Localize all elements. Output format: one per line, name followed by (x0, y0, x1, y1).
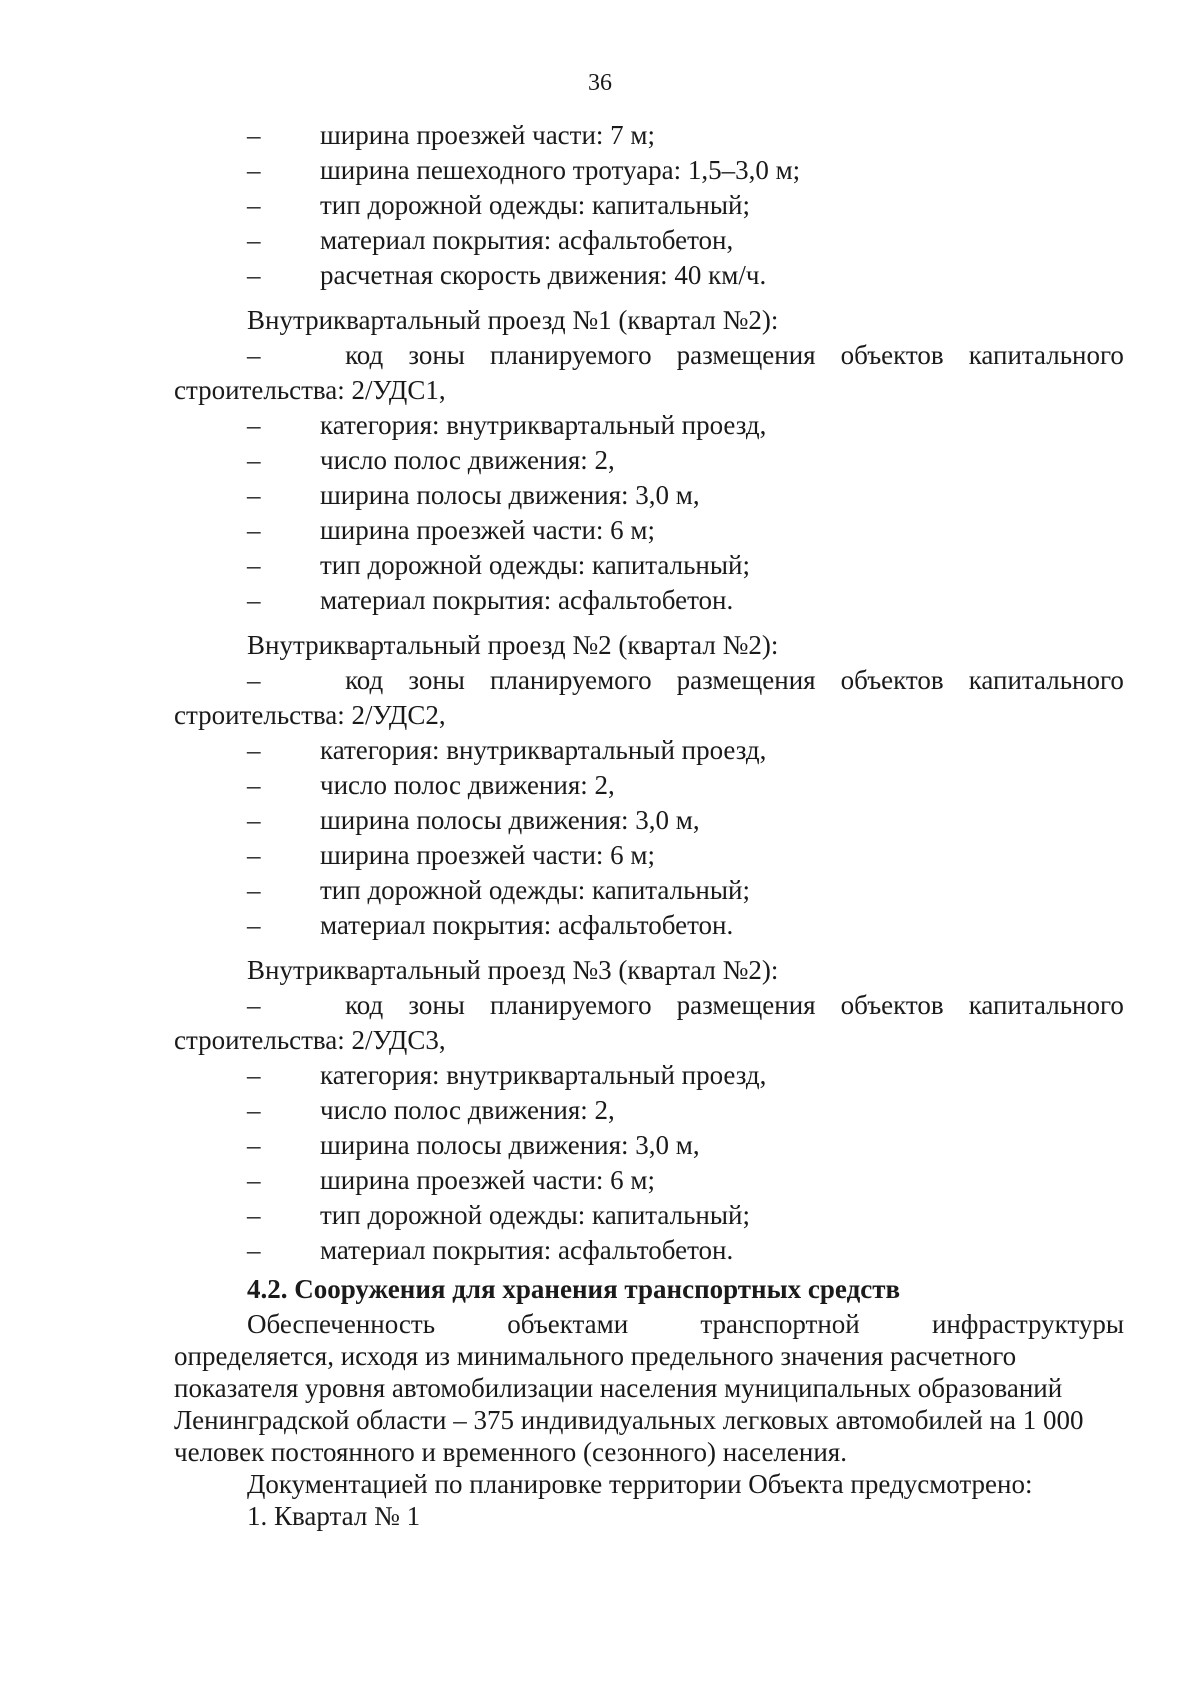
list-item (174, 548, 1124, 583)
proezd-2-section (174, 628, 1124, 943)
zone-word: код (345, 340, 384, 370)
list-item (174, 583, 1124, 618)
paragraph-line (174, 1308, 1124, 1340)
paragraph-line: показателя уровня автомобилизации населения муниципальных образований (174, 1373, 1063, 1403)
list-dash: – (247, 875, 261, 905)
list-dash: – (247, 990, 261, 1020)
list-item (174, 223, 1124, 258)
list-item-text: материал покрытия: асфальтобетон, (320, 225, 734, 255)
zone-word: объектов (840, 340, 944, 370)
list-item-text: ширина полосы движения: 3,0 м, (320, 480, 700, 510)
zone-word: планируемого (490, 990, 652, 1020)
list-item-text: материал покрытия: асфальтобетон. (320, 585, 734, 615)
list-item-text: тип дорожной одежды: капитальный; (320, 550, 750, 580)
list-item (174, 443, 1124, 478)
list-item-text: ширина проезжей части: 6 м; (320, 515, 656, 545)
list-item (174, 1163, 1124, 1198)
proezd-3-section (174, 953, 1124, 1268)
paragraph-line: Документацией по планировке территории Объекта предусмотрено: (247, 1469, 1033, 1499)
list-item (174, 803, 1124, 838)
paragraph-line: человек постоянного и временного (сезонного) населения. (174, 1437, 847, 1467)
list-dash: – (247, 550, 261, 580)
list-dash: – (247, 155, 261, 185)
list-item (174, 1198, 1124, 1233)
list-item-text: расчетная скорость движения: 40 км/ч. (320, 260, 767, 290)
list-item (174, 733, 1124, 768)
list-item (174, 478, 1124, 513)
list-item-text: ширина проезжей части: 7 м; (320, 120, 656, 150)
list-dash: – (247, 225, 261, 255)
zone-word: размещения (676, 990, 816, 1020)
section-4-2 (174, 1270, 1124, 1532)
paragraph-word: Обеспеченность (247, 1309, 436, 1339)
paragraph-word: инфраструктуры (931, 1309, 1124, 1339)
list-item-text: ширина пешеходного тротуара: 1,5–3,0 м; (320, 155, 801, 185)
list-item (174, 1128, 1124, 1163)
list-item (174, 1093, 1124, 1128)
zone-word: планируемого (490, 665, 652, 695)
list-item-text: ширина полосы движения: 3,0 м, (320, 805, 700, 835)
parameter-list-top (174, 118, 1124, 293)
paragraph-documentation (174, 1468, 1124, 1532)
list-item-text: ширина проезжей части: 6 м; (320, 840, 656, 870)
list-dash: – (247, 1165, 261, 1195)
list-dash: – (247, 190, 261, 220)
list-item (174, 513, 1124, 548)
list-item (174, 768, 1124, 803)
list-dash: – (247, 585, 261, 615)
zone-word: капитального (968, 990, 1124, 1020)
list-item-text: материал покрытия: асфальтобетон. (320, 1235, 734, 1265)
list-item-text: тип дорожной одежды: капитальный; (320, 1200, 750, 1230)
proezd-heading: Внутриквартальный проезд №1 (квартал №2): (247, 305, 779, 335)
zone-word: объектов (840, 665, 944, 695)
list-item (174, 408, 1124, 443)
zone-word: зоны (408, 340, 465, 370)
list-dash: – (247, 770, 261, 800)
list-item (174, 1058, 1124, 1093)
list-dash: – (247, 1235, 261, 1265)
list-item-text: число полос движения: 2, (320, 445, 615, 475)
list-item-text: число полос движения: 2, (320, 770, 615, 800)
zone-word: зоны (408, 990, 465, 1020)
list-dash: – (247, 735, 261, 765)
list-dash: – (247, 480, 261, 510)
list-item-text: категория: внутриквартальный проезд, (320, 1060, 767, 1090)
list-dash: – (247, 410, 261, 440)
list-item (174, 1233, 1124, 1268)
list-dash: – (247, 120, 261, 150)
zone-word: капитального (968, 340, 1124, 370)
list-item-text: число полос движения: 2, (320, 1095, 615, 1125)
list-item-text: категория: внутриквартальный проезд, (320, 410, 767, 440)
page-number: 36 (588, 70, 612, 96)
zone-word: код (345, 665, 384, 695)
list-item-text: материал покрытия: асфальтобетон. (320, 910, 734, 940)
paragraph-line: определяется, исходя из минимального предельного значения расчетного (174, 1341, 1017, 1371)
list-item (174, 153, 1124, 188)
proezd-1-section (174, 303, 1124, 618)
list-dash: – (247, 1130, 261, 1160)
paragraph-word: транспортной (700, 1309, 860, 1339)
zone-word: капитального (968, 665, 1124, 695)
proezd-heading: Внутриквартальный проезд №3 (квартал №2): (247, 955, 779, 985)
list-dash: – (247, 665, 261, 695)
zone-word: размещения (676, 340, 816, 370)
list-item (174, 838, 1124, 873)
zone-word: зоны (408, 665, 465, 695)
list-dash: – (247, 515, 261, 545)
list-dash: – (247, 910, 261, 940)
document-body (174, 118, 1124, 1532)
zone-code-line (174, 663, 1124, 698)
zone-word: размещения (676, 665, 816, 695)
list-dash: – (247, 445, 261, 475)
list-dash: – (247, 1200, 261, 1230)
list-item-text: категория: внутриквартальный проезд, (320, 735, 767, 765)
list-dash: – (247, 1095, 261, 1125)
zone-word: код (345, 990, 384, 1020)
paragraph-line: Ленинградской области – 375 индивидуальных легковых автомобилей на 1 000 (174, 1405, 1084, 1435)
zone-word: планируемого (490, 340, 652, 370)
zone-code-line (174, 338, 1124, 373)
zone-code-line (174, 988, 1124, 1023)
list-item (174, 188, 1124, 223)
paragraph-word: объектами (507, 1309, 629, 1339)
list-item (174, 908, 1124, 943)
zone-code-continuation: строительства: 2/УДС3, (174, 1025, 446, 1055)
paragraph-provision (174, 1308, 1124, 1468)
list-item-text: ширина проезжей части: 6 м; (320, 1165, 656, 1195)
section-title: 4.2. Сооружения для хранения транспортных средств (247, 1274, 901, 1304)
list-dash: – (247, 260, 261, 290)
list-item (174, 258, 1124, 293)
list-item-text: ширина полосы движения: 3,0 м, (320, 1130, 700, 1160)
zone-code-continuation: строительства: 2/УДС1, (174, 375, 446, 405)
list-dash: – (247, 805, 261, 835)
zone-word: объектов (840, 990, 944, 1020)
list-item-text: тип дорожной одежды: капитальный; (320, 875, 750, 905)
proezd-heading: Внутриквартальный проезд №2 (квартал №2): (247, 630, 779, 660)
list-item (174, 873, 1124, 908)
list-item (174, 118, 1124, 153)
numbered-item: 1. Квартал № 1 (247, 1501, 421, 1531)
list-item-text: тип дорожной одежды: капитальный; (320, 190, 750, 220)
list-dash: – (247, 1060, 261, 1090)
list-dash: – (247, 840, 261, 870)
zone-code-continuation: строительства: 2/УДС2, (174, 700, 446, 730)
list-dash: – (247, 340, 261, 370)
